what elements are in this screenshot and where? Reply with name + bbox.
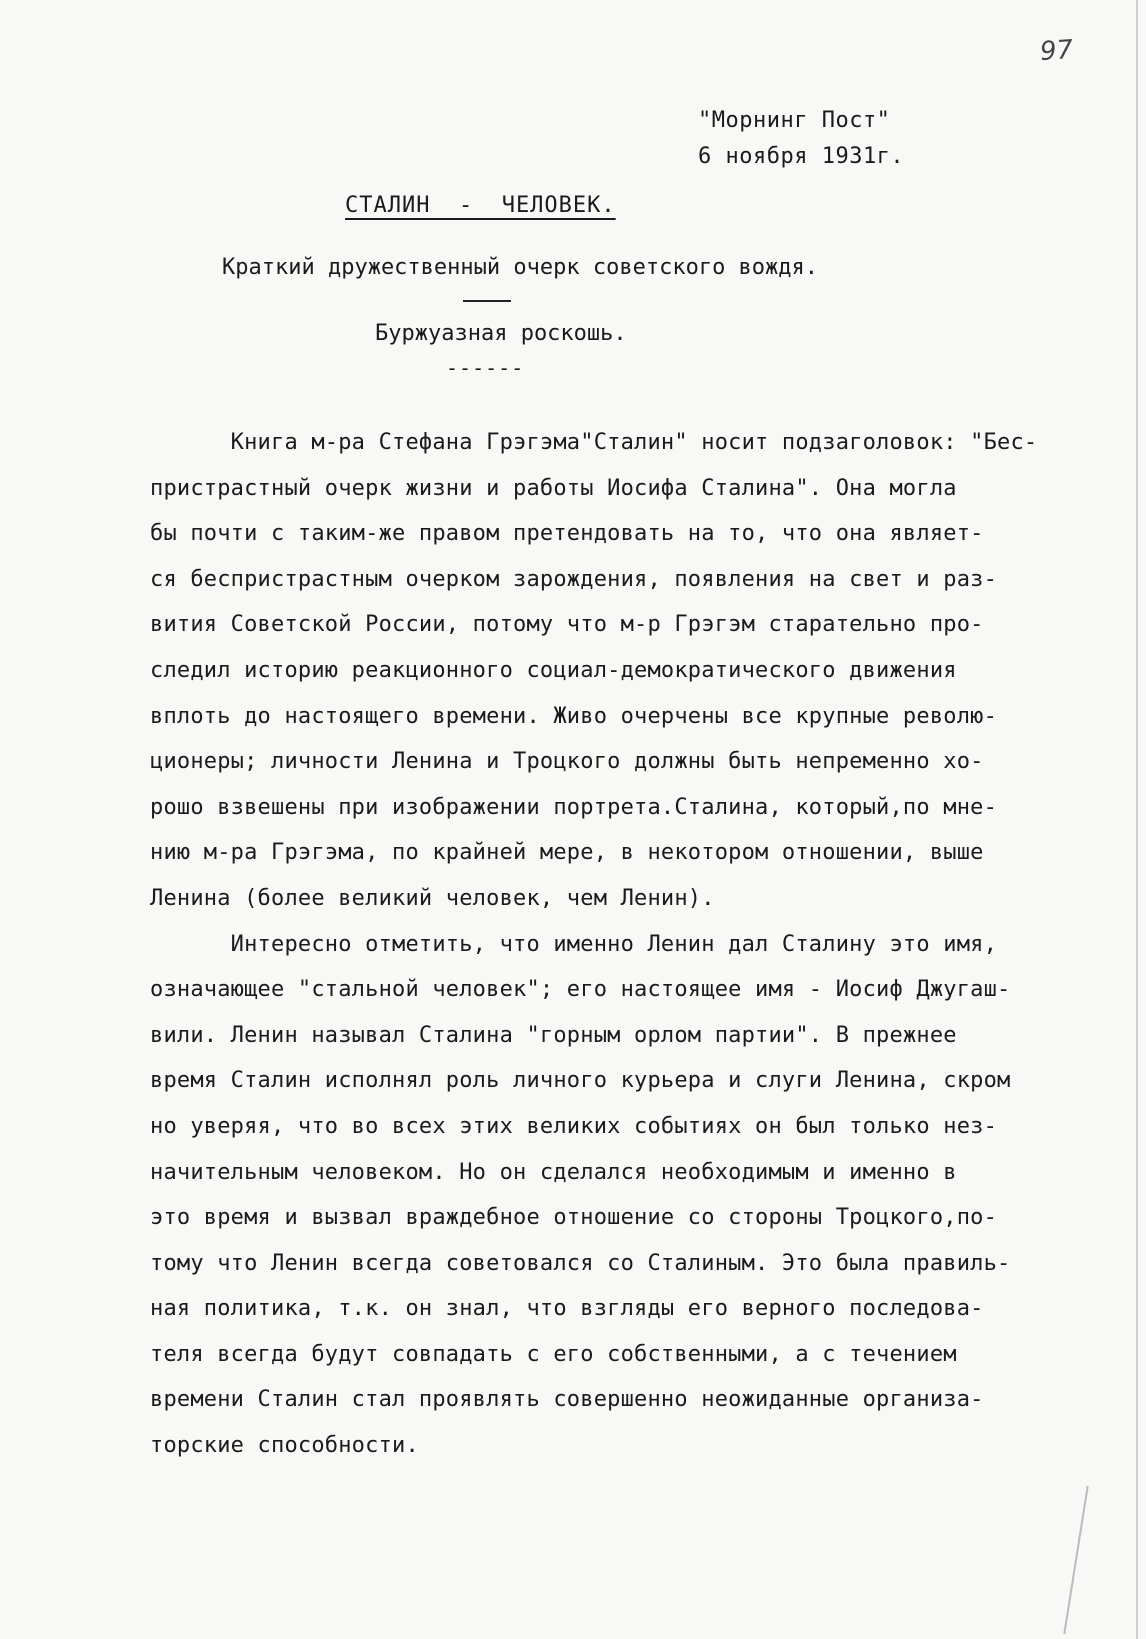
text-line: времени Сталин стал проявлять совершенно неожиданные организа- bbox=[150, 1387, 984, 1413]
text-line: пристрастный очерк жизни и работы Иосифа Сталина". Она могла bbox=[150, 475, 957, 501]
paragraph-1 bbox=[150, 420, 1110, 922]
text-line: вили. Ленин называл Сталина "горным орлом партии". В прежнее bbox=[150, 1022, 957, 1048]
pencil-mark bbox=[1063, 1486, 1088, 1634]
text-line: время Сталин исполнял роль личного курьера и слуги Ленина, скром bbox=[150, 1068, 1011, 1094]
article-title: СТАЛИН - ЧЕЛОВЕК. bbox=[345, 193, 616, 218]
section-dashes: ------ bbox=[446, 356, 525, 380]
text-line: но уверяя, что во всех этих великих событиях он был только нез- bbox=[150, 1113, 998, 1139]
text-line: бы почти с таким-же правом претендовать на то, что она являет- bbox=[150, 521, 984, 547]
text-line: начительным человеком. Но он сделался необходимым и именно в bbox=[150, 1159, 957, 1185]
text-line: ционеры; личности Ленина и Троцкого должны быть непременно хо- bbox=[150, 749, 984, 775]
source-header bbox=[698, 103, 904, 175]
text-line: вплоть до настоящего времени. Живо очерчены все крупные револю- bbox=[150, 703, 998, 729]
text-line: торские способности. bbox=[150, 1433, 419, 1459]
section-heading: Буржуазная роскошь. bbox=[375, 321, 627, 346]
text-line: это время и вызвал враждебное отношение со стороны Троцкого,по- bbox=[150, 1205, 998, 1231]
text-line: следил историю реакционного социал-демократического движения bbox=[150, 657, 957, 683]
text-line: означающее "стальной человек"; его настоящее имя - Иосиф Джугаш- bbox=[150, 977, 1011, 1003]
text-line: Ленина (более великий человек, чем Ленин). bbox=[150, 885, 715, 911]
text-line: рошо взвешены при изображении портрета.Сталина, который,по мне- bbox=[150, 794, 998, 820]
paragraph-2 bbox=[150, 922, 1110, 1469]
publication-date: 6 ноября 1931г. bbox=[698, 144, 905, 169]
separator-rule bbox=[463, 300, 511, 302]
text-line: вития Советской России, потому что м-р Грэгэм старательно про- bbox=[150, 612, 984, 638]
article-subtitle: Краткий дружественный очерк советского вождя. bbox=[222, 255, 819, 280]
text-line: ная политика, т.к. он знал, что взгляды его верного последова- bbox=[150, 1296, 984, 1322]
page-edge bbox=[1136, 0, 1138, 1639]
text-line: нию м-ра Грэгэма, по крайней мере, в некотором отношении, выше bbox=[150, 840, 984, 866]
text-line: Книга м-ра Стефана Грэгэма"Сталин" носит подзаголовок: "Бес- bbox=[150, 430, 1038, 455]
newspaper-name: "Морнинг Пост" bbox=[698, 108, 891, 133]
archive-page-number: 97 bbox=[1038, 34, 1075, 68]
text-line: Интересно отметить, что именно Ленин дал Сталину это имя, bbox=[150, 931, 998, 957]
text-line: ся беспристрастным очерком зарождения, появления на свет и раз- bbox=[150, 566, 998, 592]
article-body bbox=[150, 420, 1110, 1469]
text-line: тому что Ленин всегда советовался со Сталиным. Это была правиль- bbox=[150, 1250, 1011, 1276]
text-line: теля всегда будут совпадать с его собственными, а с течением bbox=[150, 1341, 957, 1367]
